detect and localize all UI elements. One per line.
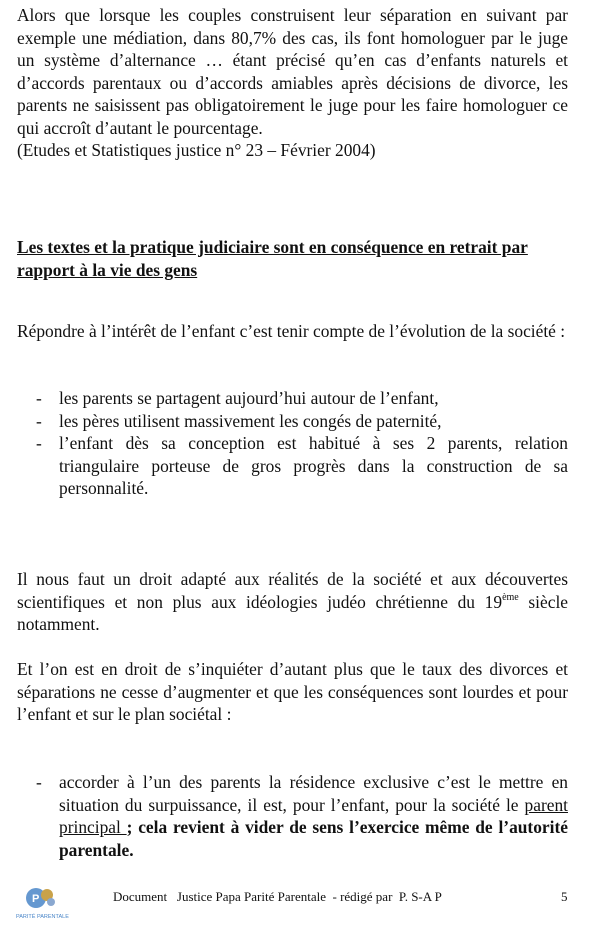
- paragraph-interest-of-child: Répondre à l’intérêt de l’enfant c’est tenir compte de l’évolution de la société :: [17, 321, 566, 341]
- page-number: 5: [561, 889, 568, 904]
- page-footer: [0, 883, 596, 923]
- paragraph-line: juge pour les faire homologuer ce qui accroît d’autant le pourcentage.: [17, 95, 568, 138]
- paragraph-line: d’enfants naturels et d’accords parentaux ou d’accords amiables après: [17, 50, 568, 93]
- list-item-text: les parents se partagent aujourd’hui autour de l’enfant,: [59, 388, 439, 408]
- list-item: [17, 771, 568, 861]
- list-item-text: les pères utilisent massivement les congés de paternité,: [59, 410, 442, 431]
- section-heading: Les textes et la pratique judiciaire sont en conséquence en retrait par rapport à la vie des gens: [17, 237, 528, 280]
- paragraph-text: siècle notamment.: [17, 591, 569, 634]
- consequences-list: [17, 771, 568, 861]
- list-item-text: l’enfant dès sa conception est habitué à ses 2 parents, relation triangulaire porteuse de gros progrès dans la construction de sa personnalité.: [59, 433, 568, 498]
- underlined-phrase: parent principal: [59, 794, 568, 837]
- svg-text:P: P: [32, 893, 40, 905]
- list-dash: -: [36, 433, 42, 453]
- society-evolution-list: [17, 387, 568, 500]
- list-item: [17, 387, 568, 410]
- justice-papa-logo: [14, 885, 72, 921]
- paragraph-line: par le juge un système d’alternance … étant précisé qu’en cas: [17, 27, 568, 70]
- paragraph-text: Il nous faut un droit adapté aux réalités de la société et aux découvertes scientifiques et non plus aux idéologies judéo chrétienne du 19: [17, 569, 568, 612]
- paragraph-adapted-law: [17, 568, 568, 636]
- paragraph-line: par exemple une médiation, dans 80,7% des cas, ils font homologuer: [17, 5, 568, 48]
- paragraph-statistics: [17, 4, 568, 162]
- svg-text:PARITÉ PARENTALE: PARITÉ PARENTALE: [16, 914, 69, 920]
- bold-phrase: ; cela revient à vider de sens l’exercice même de l’autorité parentale.: [59, 817, 568, 860]
- footer-text: Document Justice Papa Parité Parentale - rédigé par P. S-A P: [113, 889, 442, 904]
- paragraph-line: Alors que lorsque les couples construisent leur séparation en suivant: [17, 5, 537, 25]
- list-item-text: accorder à l’un des parents la résidence exclusive c’est le mettre en situation du surpuissance, il est, pour l’enfant, pour la société le: [59, 772, 568, 815]
- list-item: [17, 410, 568, 433]
- paragraph-line: décisions de divorce, les parents ne saisissent pas obligatoirement le: [17, 72, 568, 115]
- list-item: [17, 432, 568, 500]
- list-dash: -: [36, 388, 42, 408]
- list-dash: -: [36, 410, 42, 431]
- list-dash: -: [36, 772, 42, 792]
- superscript: ème: [502, 591, 519, 603]
- citation: (Etudes et Statistiques justice n° 23 – Février 2004): [17, 140, 376, 160]
- paragraph-concerns: Et l’on est en droit de s’inquiéter d’autant plus que le taux des divorces et séparations ne cesse d’augmenter et que les conséquences sont lourdes et pour l’enfant et sur le plan sociétal :: [17, 659, 568, 724]
